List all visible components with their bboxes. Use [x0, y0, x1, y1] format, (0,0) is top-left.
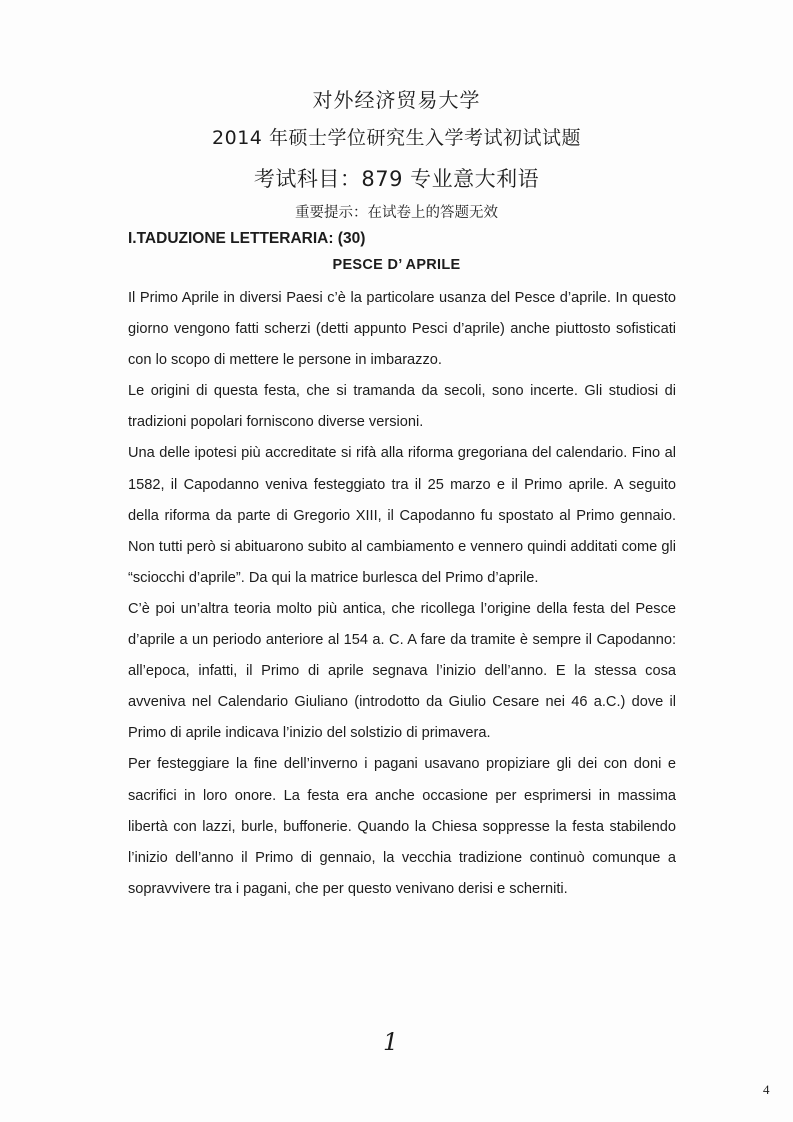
exam-subject: 考试科目：879 专业意大利语 — [253, 167, 540, 191]
article-body — [128, 283, 676, 905]
paragraph: Il Primo Aprile in diversi Paesi c’è la particolare usanza del Pesce d’aprile. In questo giorno vengono fatti scherzi (detti appunto Pesci d’aprile) anche piuttosto sofisticati con lo scopo di mettere le persone in imbarazzo. — [128, 290, 676, 369]
paragraph: Per festeggiare la fine dell’inverno i pagani usavano propiziare gli dei con doni e sacrifici in loro onore. La festa era anche occasione per esprimersi in massima libertà con lazzi, burle, buffonerie. Quando la Chiesa soppresse la festa stabilendo l’inizio dell’anno il Primo di gennaio, la vecchia tradizione continuò comunque a sopravvivere tra i pagani, che per questo venivano derisi e scherniti. — [128, 756, 676, 897]
paragraph: C’è poi un’altra teoria molto più antica, che ricollega l’origine della festa del Pesce d’aprile a un periodo anteriore al 154 a. C. A fare da tramite è sempre il Capodanno: all’epoca, infatti, il Primo di aprile segnava l’inizio dell’anno. E la stessa cosa avveniva nel Calendario Giuliano (introdotto da Giulio Cesare nei 46 a.C.) dove il Primo di aprile indicava l’inizio del solstizio di primavera. — [128, 600, 676, 742]
paragraph: Una delle ipotesi più accreditate si rifà alla riforma gregoriana del calendario. Fino al 1582, il Capodanno veniva festeggiato tra il 25 marzo e il Primo aprile. A seguito della riforma da parte di Gregorio XIII, il Capodanno fu spostato al Primo gennaio. Non tutti però si abituarono subito al cambiamento e vennero quindi additati come gli “sciocchi d’aprile”. Da qui la matrice burlesca del Primo d’aprile. — [128, 445, 676, 586]
important-notice: 重要提示：在试卷上的答题无效 — [295, 205, 498, 221]
exam-title: 2014 年硕士学位研究生入学考试初试试题 — [212, 127, 581, 149]
paragraph: Le origini di questa festa, che si tramanda da secoli, sono incerte. Gli studiosi di tradizioni popolari forniscono diverse versioni. — [128, 383, 676, 431]
university-name: 对外经济贸易大学 — [312, 88, 481, 112]
corner-number: 4 — [763, 1082, 770, 1097]
section-heading: I.TADUZIONE LETTERARIA: (30) — [128, 230, 366, 247]
page-number: 1 — [383, 1028, 399, 1056]
article-title: PESCE D’ APRILE — [332, 257, 461, 273]
